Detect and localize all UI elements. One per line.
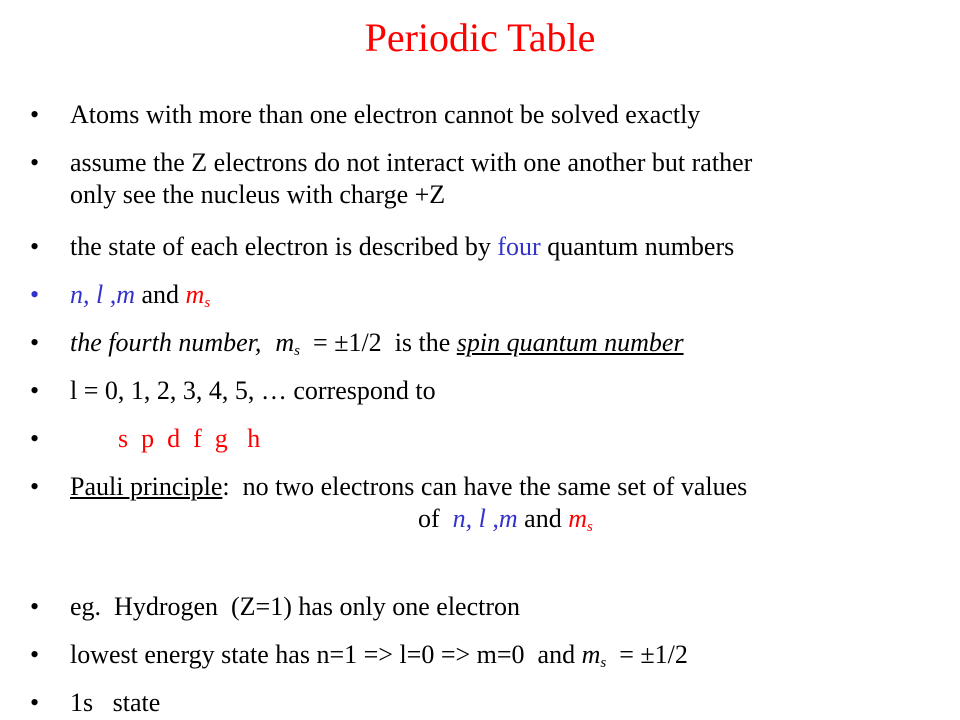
spin-quantum-number: spin quantum number — [456, 328, 684, 357]
bullet-marker: • — [30, 424, 40, 453]
bullet-1s-state: 1s state — [70, 688, 161, 717]
bullet-l-values: l = 0, 1, 2, 3, 4, 5, … correspond to — [70, 376, 436, 405]
and-word: and — [524, 504, 562, 533]
bullet-marker: • — [30, 640, 40, 669]
bullet-marker: • — [30, 328, 40, 357]
nlm-symbols: n, l ,m — [70, 280, 135, 309]
bullet-marker: • — [30, 148, 40, 177]
bullet-fourth-number — [70, 327, 930, 359]
bullet-marker: • — [30, 472, 40, 501]
page-title: Periodic Table — [364, 15, 596, 60]
ms-symbol: $m_s$ — [581, 640, 607, 671]
bullet-pauli — [70, 471, 930, 535]
equals-sign: = — [313, 328, 328, 357]
spin-value: ±1/2 — [334, 328, 382, 357]
ms-symbol: $m_s$ — [185, 280, 211, 311]
bullet-assume-line1: assume the Z electrons do not interact with one another but rather — [70, 148, 753, 177]
state-pre: the state of each electron is described by — [70, 232, 491, 261]
nlm-symbols: n, l ,m — [452, 504, 518, 533]
and-word: and — [141, 280, 180, 309]
orbital-letters: s p d f g h — [118, 424, 261, 453]
ms-symbol: $m_s$ — [568, 504, 593, 535]
fourth-pre: the fourth number, — [70, 328, 262, 357]
equals-sign: = — [619, 640, 634, 669]
ms-symbol: $m_s$ — [275, 328, 301, 359]
is-the: is the — [394, 328, 451, 357]
bullet-marker: • — [30, 376, 40, 405]
pauli-rest: : no two electrons can have the same set of values — [222, 472, 748, 501]
state-four: four — [497, 232, 541, 261]
bullet-marker: • — [30, 688, 40, 717]
bullet-marker: • — [30, 592, 40, 621]
bullet-quantum-numbers — [70, 279, 930, 311]
bullet-marker: • — [30, 100, 40, 129]
bullet-marker: • — [30, 232, 40, 261]
bullet-atoms-text: Atoms with more than one electron cannot be solved exactly — [70, 100, 701, 129]
of-word: of — [418, 504, 440, 533]
bullet-assume — [70, 147, 930, 211]
bullet-atoms — [70, 99, 930, 131]
bullet-assume-line2: only see the nucleus with charge +Z — [70, 180, 446, 209]
bullet-hydrogen: eg. Hydrogen (Z=1) has only one electron — [70, 592, 521, 621]
state-post: quantum numbers — [547, 232, 735, 261]
spin-value: ±1/2 — [640, 640, 688, 669]
pauli-principle-link: Pauli principle — [70, 472, 223, 501]
bullet-lowest-energy — [70, 639, 930, 671]
bullet-marker: • — [30, 280, 40, 309]
lowest-pre: lowest energy state has n=1 => l=0 => m=0 and — [70, 640, 576, 669]
bullet-state — [70, 231, 930, 263]
